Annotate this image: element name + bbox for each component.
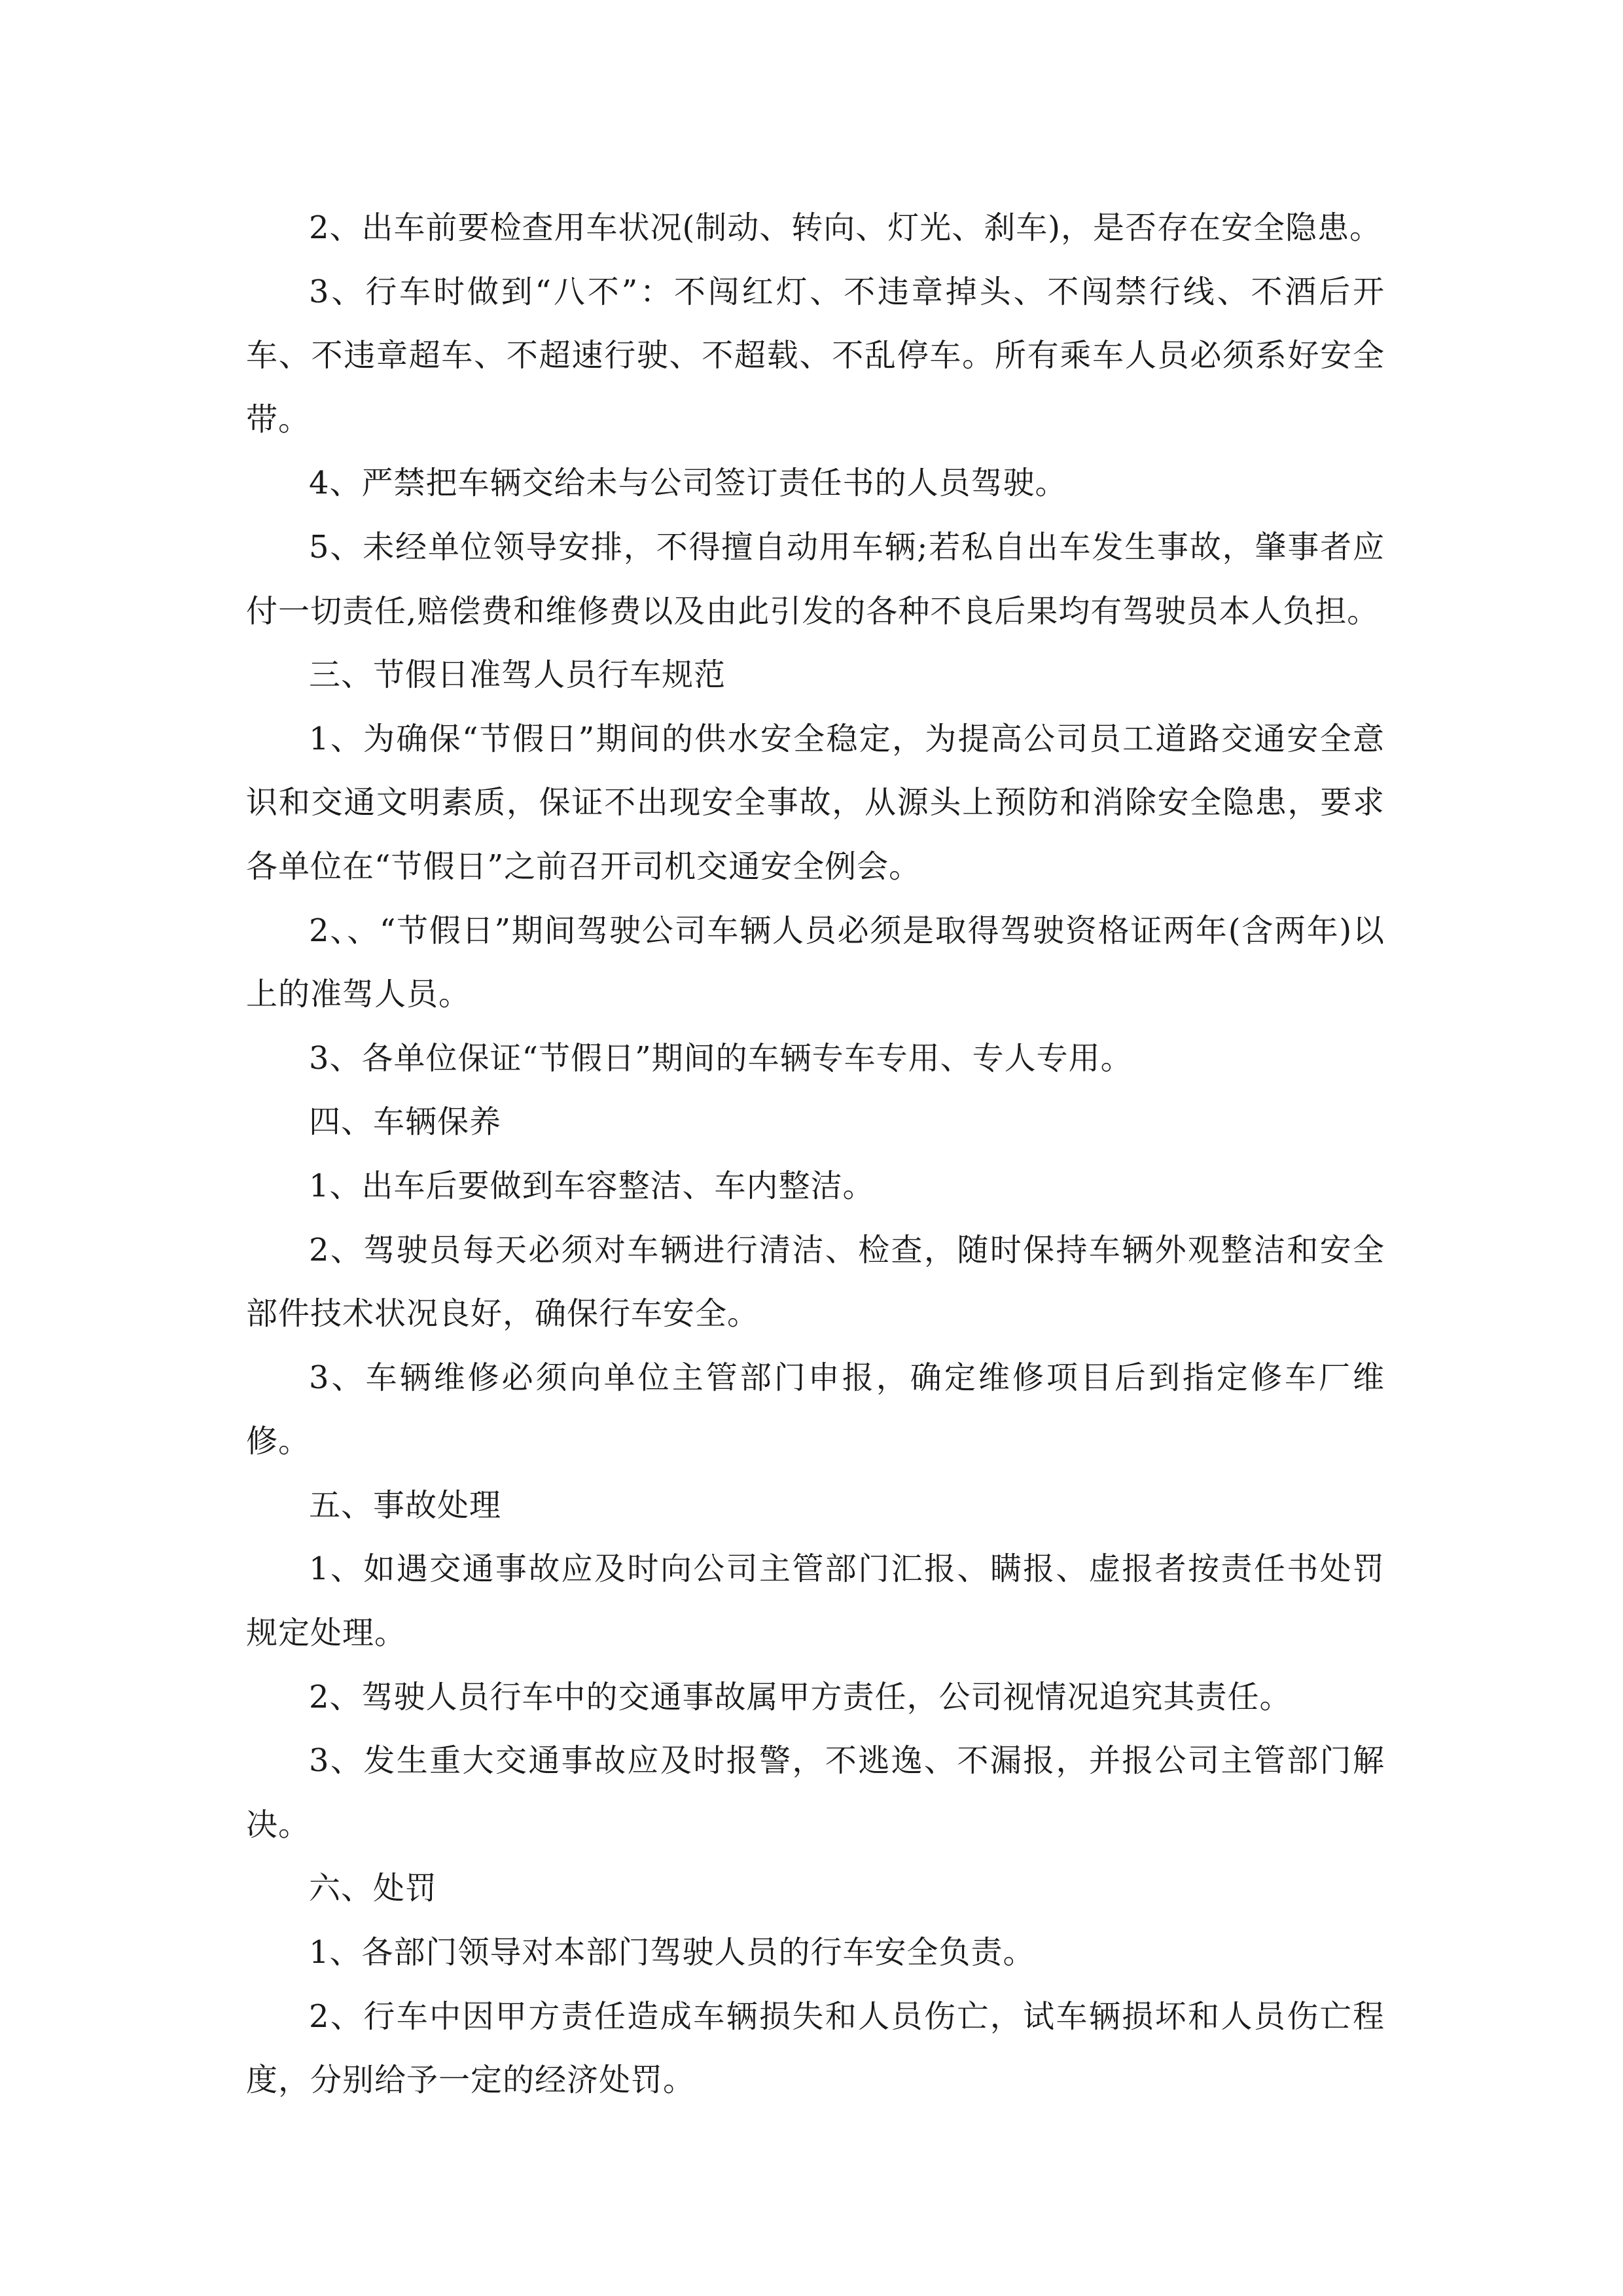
paragraph: 2、、“节假日”期间驾驶公司车辆人员必须是取得驾驶资格证两年(含两年)以上的准驾人员。 [246,912,1385,1013]
paragraph: 1、出车后要做到车容整洁、车内整洁。 [309,1167,875,1204]
section-heading: 三、节假日准驾人员行车规范 [309,656,726,694]
section-heading: 四、车辆保养 [309,1103,502,1141]
paragraph: 2、行车中因甲方责任造成车辆损失和人员伤亡，试车辆损坏和人员伤亡程度，分别给予一定的经济处罚。 [246,1998,1385,2099]
paragraph: 2、驾驶人员行车中的交通事故属甲方责任，公司视情况追究其责任。 [309,1678,1292,1715]
paragraph: 3、发生重大交通事故应及时报警，不逃逸、不漏报，并报公司主管部门解决。 [246,1742,1385,1843]
paragraph: 2、出车前要检查用车状况(制动、转向、灯光、刹车)，是否存在安全隐患。 [309,209,1382,246]
document-body [246,196,1385,2113]
paragraph: 3、车辆维修必须向单位主管部门申报，确定维修项目后到指定修车厂维修。 [246,1359,1385,1460]
paragraph: 1、如遇交通事故应及时向公司主管部门汇报、瞒报、虚报者按责任书处罚规定处理。 [246,1551,1385,1652]
section-heading: 五、事故处理 [309,1486,502,1524]
paragraph: 1、为确保“节假日”期间的供水安全稳定，为提高公司员工道路交通安全意识和交通文明素质，保证不出现安全事故，从源头上预防和消除安全隐患，要求各单位在“节假日”之前召开司机交通安全例会。 [246,720,1385,885]
paragraph: 1、各部门领导对本部门驾驶人员的行车安全负责。 [309,1934,1035,1971]
paragraph: 3、各单位保证“节假日”期间的车辆专车专用、专人专用。 [309,1039,1133,1077]
paragraph: 4、严禁把车辆交给未与公司签订责任书的人员驾驶。 [309,465,1067,502]
paragraph: 3、行车时做到“八不”：不闯红灯、不违章掉头、不闯禁行线、不酒后开车、不违章超车、不超速行驶、不超载、不乱停车。所有乘车人员必须系好安全带。 [246,273,1385,438]
paragraph: 2、驾驶员每天必须对车辆进行清洁、检查，随时保持车辆外观整洁和安全部件技术状况良好，确保行车安全。 [246,1231,1385,1333]
paragraph: 5、未经单位领导安排，不得擅自动用车辆;若私自出车发生事故，肇事者应付一切责任,赔偿费和维修费以及由此引发的各种不良后果均有驾驶员本人负担。 [246,528,1385,630]
section-heading: 六、处罚 [309,1870,438,1907]
